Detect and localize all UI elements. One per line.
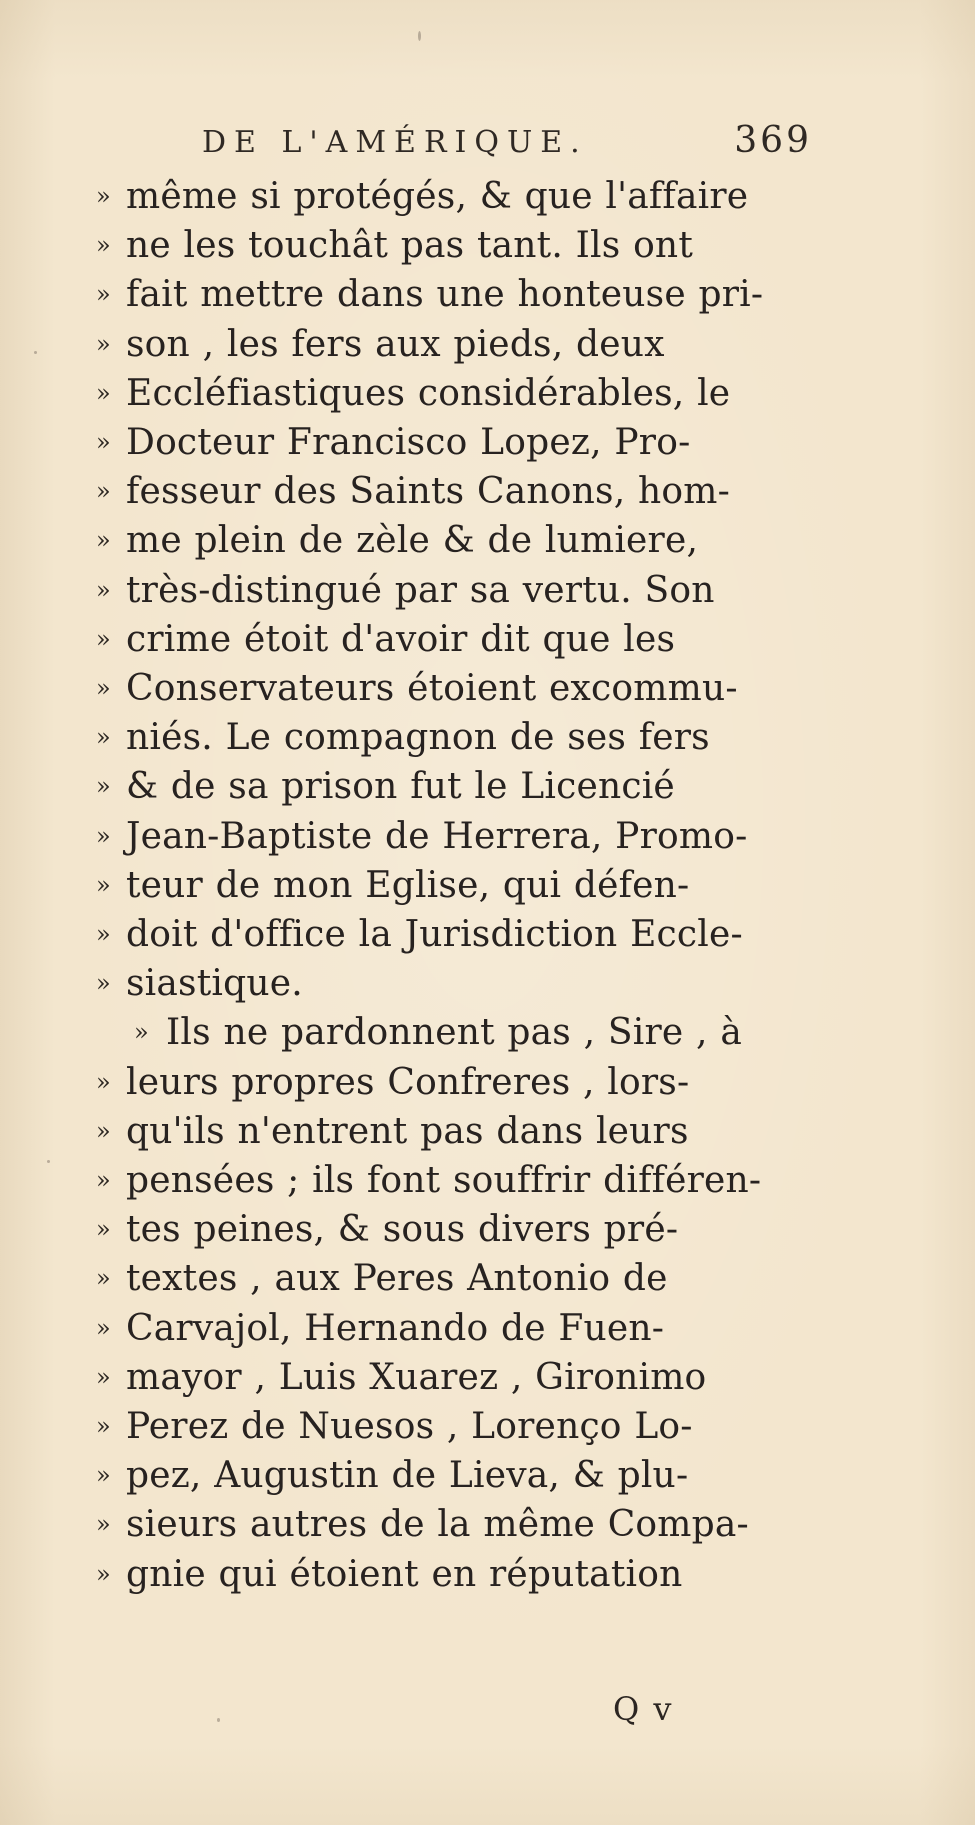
quote-marker: » xyxy=(96,378,111,407)
quote-marker: » xyxy=(96,1264,111,1293)
line-text: Carvajol, Hernando de Fuen- xyxy=(126,1307,665,1349)
line-text: fesseur des Saints Canons, hom- xyxy=(126,471,730,513)
line-text: son , les fers aux pieds, deux xyxy=(126,323,665,365)
line-text: Jean-Baptiste de Herrera, Promo- xyxy=(126,815,748,857)
running-header xyxy=(202,120,812,174)
line-text: pensées ; ils font souffrir différen- xyxy=(126,1160,762,1201)
line-text: qu'ils n'entrent pas dans leurs xyxy=(126,1110,689,1152)
text-line xyxy=(0,957,975,1009)
paper-speck xyxy=(47,1160,50,1163)
text-line xyxy=(0,1203,975,1255)
text-line xyxy=(0,1252,975,1304)
text-line xyxy=(0,1105,975,1157)
line-text: doit d'office la Jurisdiction Eccle- xyxy=(126,914,743,955)
text-line xyxy=(0,1449,975,1501)
line-text: Eccléfiastiques considérables, le xyxy=(126,372,731,414)
line-text: me plein de zèle & de lumiere, xyxy=(126,520,699,562)
paper-speck xyxy=(34,351,37,354)
text-line xyxy=(0,1351,975,1403)
quote-marker: » xyxy=(96,1067,111,1096)
line-text: crime étoit d'avoir dit que les xyxy=(126,618,676,660)
text-line xyxy=(0,514,975,566)
text-line xyxy=(0,1400,975,1452)
quote-marker: » xyxy=(96,1461,111,1490)
line-text: leurs propres Confreres , lors- xyxy=(126,1061,690,1103)
paper-speck xyxy=(217,1718,220,1722)
line-text: teur de mon Eglise, qui défen- xyxy=(126,864,690,906)
line-text: gnie qui étoient en réputation xyxy=(126,1553,683,1595)
line-text: sieurs autres de la même Compa- xyxy=(126,1504,749,1546)
line-text: & de sa prison fut le Licencié xyxy=(126,766,675,808)
quote-marker: » xyxy=(96,969,111,998)
page-number: 369 xyxy=(734,120,812,161)
quote-marker: » xyxy=(96,1559,111,1588)
quote-marker: » xyxy=(96,674,111,702)
quote-marker: » xyxy=(96,575,111,604)
text-line xyxy=(0,810,975,862)
text-line xyxy=(0,662,975,714)
quote-marker: » xyxy=(96,1166,111,1194)
quote-marker: » xyxy=(96,182,111,210)
text-line xyxy=(0,1548,975,1600)
quote-marker: » xyxy=(96,231,111,260)
text-line xyxy=(0,1006,975,1058)
line-text: Conservateurs étoient excommu- xyxy=(126,668,738,709)
line-text: pez, Augustin de Lieva, & plu- xyxy=(126,1455,689,1497)
quote-marker: » xyxy=(134,1018,149,1047)
text-line xyxy=(0,1154,975,1206)
text-line xyxy=(0,1056,975,1108)
text-line xyxy=(0,318,975,370)
paper-speck xyxy=(418,31,421,41)
text-line xyxy=(0,711,975,763)
line-text: siastique. xyxy=(126,963,303,1005)
line-text: fait mettre dans une honteuse pri- xyxy=(126,274,764,316)
running-title: DE L'AMÉRIQUE. xyxy=(202,125,588,160)
text-line xyxy=(0,613,975,665)
quote-marker: » xyxy=(96,1412,111,1440)
signature-mark: Q v xyxy=(613,1690,674,1728)
quote-marker: » xyxy=(96,1510,111,1539)
text-line xyxy=(0,268,975,320)
text-line xyxy=(0,219,975,271)
text-line xyxy=(0,367,975,419)
quote-marker: » xyxy=(96,772,111,801)
text-line xyxy=(0,564,975,616)
line-text: textes , aux Peres Antonio de xyxy=(126,1258,668,1300)
line-text: très-distingué par sa vertu. Son xyxy=(126,569,715,611)
text-line xyxy=(0,1302,975,1354)
quote-marker: » xyxy=(96,624,111,653)
line-text: même si protégés, & que l'affaire xyxy=(126,176,749,217)
quote-marker: » xyxy=(96,477,111,506)
quote-marker: » xyxy=(96,1215,111,1244)
text-line xyxy=(0,908,975,960)
text-line xyxy=(0,1498,975,1550)
quote-marker: » xyxy=(96,1313,111,1342)
quote-marker: » xyxy=(96,870,111,899)
quote-marker: » xyxy=(96,920,111,948)
quote-marker: » xyxy=(96,428,111,456)
quote-marker: » xyxy=(96,280,111,309)
line-text: tes peines, & sous divers pré- xyxy=(126,1209,679,1251)
line-text: Docteur Francisco Lopez, Pro- xyxy=(126,422,691,463)
quote-marker: » xyxy=(96,526,111,555)
quote-marker: » xyxy=(96,821,111,850)
text-line xyxy=(0,859,975,911)
quote-marker: » xyxy=(96,329,111,358)
line-text: ne les touchât pas tant. Ils ont xyxy=(126,225,693,267)
line-text: Perez de Nuesos , Lorenço Lo- xyxy=(126,1406,693,1447)
quote-marker: » xyxy=(96,1116,111,1145)
text-line xyxy=(0,760,975,812)
line-text: niés. Le compagnon de ses fers xyxy=(126,717,710,759)
quote-marker: » xyxy=(96,723,111,752)
line-text: Ils ne pardonnent pas , Sire , à xyxy=(166,1012,742,1054)
text-line xyxy=(0,465,975,517)
line-text: mayor , Luis Xuarez , Gironimo xyxy=(126,1356,707,1398)
text-line xyxy=(0,416,975,468)
quote-marker: » xyxy=(96,1362,111,1391)
text-line xyxy=(0,170,975,222)
